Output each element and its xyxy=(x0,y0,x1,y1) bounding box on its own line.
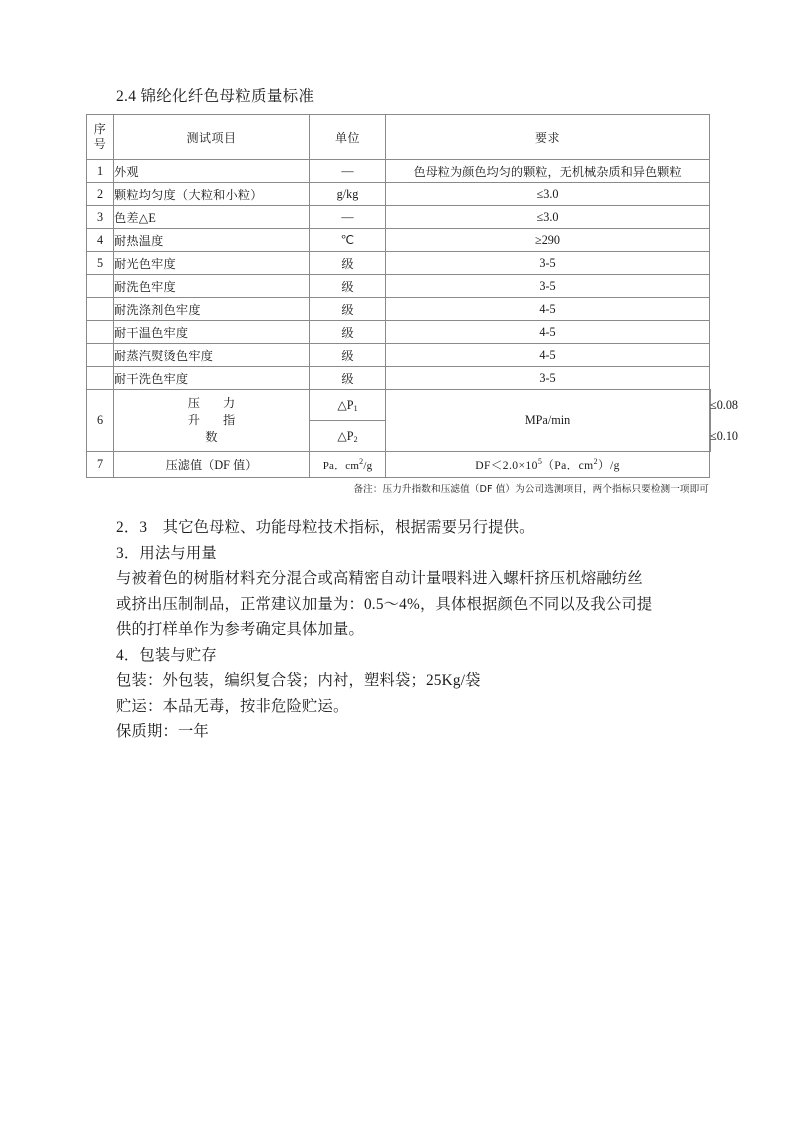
body-line: 与被着色的树脂材料充分混合或高精密自动计量喂料进入螺杆挤压机熔融纺丝 xyxy=(116,570,643,587)
header-no-line2: 号 xyxy=(93,137,107,151)
body-text xyxy=(86,515,711,745)
pressure-index-req-2: ≤0.10 xyxy=(710,421,711,452)
row-no: 7 xyxy=(87,452,114,478)
row-unit xyxy=(310,452,386,478)
row-no xyxy=(87,367,114,390)
filter-unit-exponent: 2 xyxy=(359,456,364,466)
body-line: 2．3 其它色母粒、功能母粒技术指标，根据需要另行提供。 xyxy=(116,519,535,536)
table-note: 备注：压力升指数和压滤值（DF 值）为公司选测项目，两个指标只要检测一项即可 xyxy=(353,484,709,495)
row-requirement: 3-5 xyxy=(386,275,710,298)
row-requirement: 4-5 xyxy=(386,321,710,344)
row-requirement: 3-5 xyxy=(386,367,710,390)
filter-req-exponent: 5 xyxy=(537,456,543,466)
delta-p1-index: 1 xyxy=(353,403,358,413)
filter-unit-prefix: Pa．cm xyxy=(322,459,360,472)
row-item: 压滤值（DF 值） xyxy=(114,452,310,478)
row-unit: 级 xyxy=(310,367,386,390)
filter-unit-suffix: /g xyxy=(363,459,373,472)
delta-p1-label xyxy=(310,390,386,421)
row-requirement: 4-5 xyxy=(386,344,710,367)
row-no xyxy=(87,298,114,321)
row-item: 耐干洗色牢度 xyxy=(114,367,310,390)
table-row xyxy=(87,344,711,367)
table-row xyxy=(87,229,711,252)
table-row xyxy=(87,298,711,321)
row-no: 5 xyxy=(87,252,114,275)
row-item: 色差△E xyxy=(114,206,310,229)
header-unit: 单位 xyxy=(310,115,386,160)
filter-req-exponent-2: 2 xyxy=(593,456,598,466)
pressure-index-label xyxy=(114,390,310,452)
row-requirement: 3-5 xyxy=(386,252,710,275)
row-item: 耐光色牢度 xyxy=(114,252,310,275)
body-line: 保质期：一年 xyxy=(116,723,209,740)
row-unit: 级 xyxy=(310,275,386,298)
row-unit: g/kg xyxy=(310,183,386,206)
row-unit: 级 xyxy=(310,252,386,275)
section-title: 2.4 锦纶化纤色母粒质量标准 xyxy=(116,88,315,105)
pressure-index-req-1: ≤0.08 xyxy=(710,390,711,421)
table-row xyxy=(87,275,711,298)
row-no: 3 xyxy=(87,206,114,229)
row-no: 6 xyxy=(87,390,114,452)
pressure-index-label-line2: 升 指 xyxy=(187,413,246,427)
row-unit: 级 xyxy=(310,321,386,344)
filter-req-prefix: DF＜2.0×10 xyxy=(475,458,538,472)
row-requirement: 色母粒为颜色均匀的颗粒，无机械杂质和异色颗粒 xyxy=(386,160,710,183)
row-no xyxy=(87,321,114,344)
row-item: 耐蒸汽熨烫色牢度 xyxy=(114,344,310,367)
row-unit: 级 xyxy=(310,344,386,367)
pressure-index-unit: MPa/min xyxy=(386,390,710,452)
filter-value-row xyxy=(87,452,711,478)
row-item: 耐热温度 xyxy=(114,229,310,252)
row-no: 4 xyxy=(87,229,114,252)
table-row xyxy=(87,206,711,229)
row-requirement xyxy=(386,452,710,478)
row-requirement: ≤3.0 xyxy=(386,206,710,229)
pressure-index-label-line1: 压 力 xyxy=(187,396,246,410)
table-row xyxy=(87,252,711,275)
filter-req-suffix: （Pa．cm xyxy=(542,458,594,472)
row-requirement: ≤3.0 xyxy=(386,183,710,206)
table-row xyxy=(87,160,711,183)
page-content xyxy=(86,86,739,745)
header-item: 测试项目 xyxy=(114,115,310,160)
delta-p2-index: 2 xyxy=(353,434,358,444)
body-line: 或挤出压制制品，正常建议加量为：0.5～4%，具体根据颜色不同以及我公司提 xyxy=(116,595,653,613)
row-unit: ℃ xyxy=(310,229,386,252)
table-row xyxy=(87,321,711,344)
header-requirement: 要求 xyxy=(386,115,710,160)
body-line: 4．包装与贮存 xyxy=(116,646,217,664)
row-no xyxy=(87,344,114,367)
row-no xyxy=(87,275,114,298)
row-requirement: ≥290 xyxy=(386,229,710,252)
row-unit: 级 xyxy=(310,298,386,321)
row-item: 颗粒均匀度（大粒和小粒） xyxy=(114,183,310,206)
pressure-index-row-1 xyxy=(87,390,711,421)
row-item: 外观 xyxy=(114,160,310,183)
body-line: 3．用法与用量 xyxy=(116,544,217,562)
row-unit: — xyxy=(310,206,386,229)
row-item: 耐洗涤剂色牢度 xyxy=(114,298,310,321)
row-requirement: 4-5 xyxy=(386,298,710,321)
row-no: 1 xyxy=(87,160,114,183)
row-unit: — xyxy=(310,160,386,183)
body-line: 包装：外包装，编织复合袋；内衬，塑料袋；25Kg/袋 xyxy=(116,672,481,689)
delta-p1-symbol: △P xyxy=(337,397,354,412)
body-line: 供的打样单作为参考确定具体加量。 xyxy=(116,621,364,638)
quality-standard-table xyxy=(86,114,739,478)
table-row xyxy=(87,183,711,206)
body-line: 贮运：本品无毒，按非危险贮运。 xyxy=(116,697,349,715)
table-header-row xyxy=(87,115,711,160)
table-row xyxy=(87,367,711,390)
row-item: 耐洗色牢度 xyxy=(114,275,310,298)
row-no: 2 xyxy=(87,183,114,206)
row-item: 耐干温色牢度 xyxy=(114,321,310,344)
header-no xyxy=(87,115,114,160)
delta-p2-symbol: △P xyxy=(337,428,354,443)
delta-p2-label xyxy=(310,421,386,452)
header-no-line1: 序 xyxy=(93,122,107,136)
pressure-index-label-line3: 数 xyxy=(205,430,218,444)
filter-req-tail: ）/g xyxy=(598,458,620,472)
